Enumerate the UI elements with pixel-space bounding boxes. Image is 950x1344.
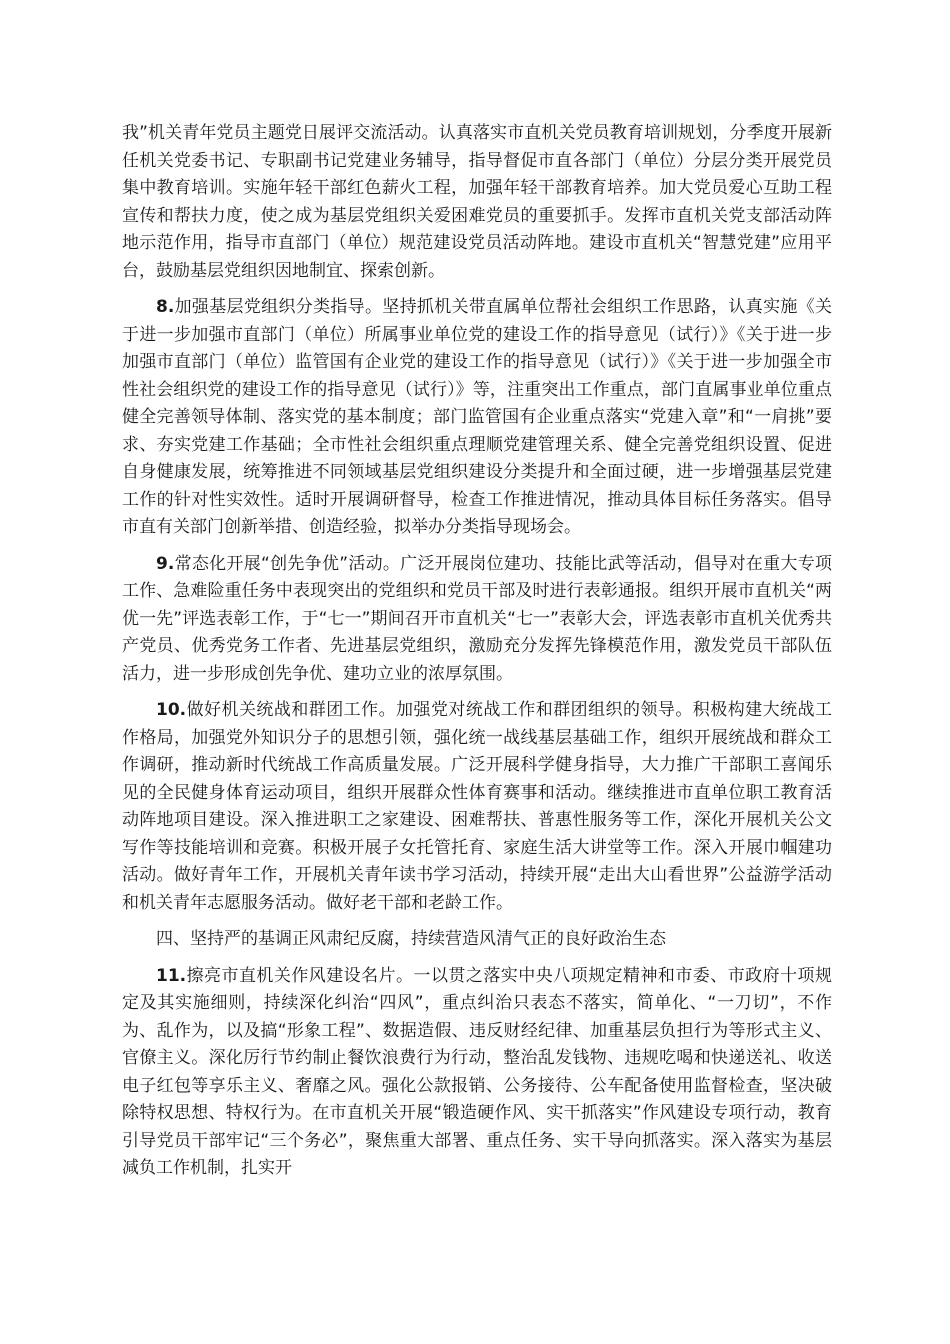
paragraph-text: 擦亮市直机关作风建设名片。一以贯之落实中央八项规定精神和市委、市政府十项规定及其实施细则，持续深化纠治“四风”，重点纠治只表态不落实，简单化、“一刀切”，不作为、乱作为，以及搞“形象工程”、数据造假、违反财经纪律、加重基层负担行为等形式主义、官僚主义。深化厉行节约制止餐饮浪费行为行动，整治乱发钱物、违规吃喝和快递送礼、收送电子红包等享乐主义、奢靡之风。强化公款报销、公务接待、公车配备使用监督检查，坚决破除特权思想、特权行为。在市直机关开展“锻造硬作风、实干抓落实”作风建设专项行动，教育引导党员干部牢记“三个务必”，聚焦重大部署、重点任务、实干导向抓落实。深入落实为基层减负工作机制，扎实开	[122, 965, 832, 1178]
item-number: 8.	[156, 297, 175, 317]
section-heading-text: 四、坚持严的基调正风肃纪反腐，持续营造风清气正的良好政治生态	[156, 929, 666, 949]
item-number: 11.	[156, 965, 187, 986]
document-page	[122, 120, 832, 1192]
item-number: 10.	[156, 700, 187, 720]
paragraph-text: 我”机关青年党员主题党日展评交流活动。认真落实市直机关党员教育培训规划，分季度开展新任机关党委书记、专职副书记党建业务辅导，指导督促市直各部门（单位）分层分类开展党员集中教育培训。实施年轻干部红色薪火工程，加强年轻干部教育培养。加大党员爱心互助工程宣传和帮扶力度，使之成为基层党组织关爱困难党员的重要抓手。发挥市直机关党支部活动阵地示范作用，指导市直部门（单位）规范建设党员活动阵地。建设市直机关“智慧党建”应用平台，鼓励基层党组织因地制宜、探索创新。	[122, 123, 832, 281]
section-heading-4	[122, 926, 832, 954]
item-number: 9.	[156, 553, 175, 574]
paragraph-item-11	[122, 963, 832, 1183]
paragraph-text: 做好机关统战和群团工作。加强党对统战工作和群团组织的领导。积极构建大统战工作格局，加强党外知识分子的思想引领，强化统一战线基层基础工作，组织开展统战和群众工作调研，推动新时代统战工作高质量发展。广泛开展科学健身指导，大力推广干部职工喜闻乐见的全民健身体育运动项目，组织开展群众性体育赛事和活动。继续推进市直单位职工教育活动阵地项目建设。深入推进职工之家建设、困难帮扶、普惠性服务等工作，深化开展机关公文写作等技能培训和竞赛。积极开展子女托管托育、家庭生活大讲堂等工作。深入开展巾帼建功活动。做好青年工作，开展机关青年读书学习活动，持续开展“走出大山看世界”公益游学活动和机关青年志愿服务活动。做好老干部和老龄工作。	[122, 700, 832, 913]
paragraph-item-8	[122, 294, 832, 542]
paragraph-continuation	[122, 120, 832, 285]
paragraph-item-10	[122, 697, 832, 917]
paragraph-text: 常态化开展“创先争优”活动。广泛开展岗位建功、技能比武等活动，倡导对在重大专项工作、急难险重任务中表现突出的党组织和党员干部及时进行表彰通报。组织开展市直机关“两优一先”评选表彰工作，于“七一”期间召开市直机关“七一”表彰大会，评选表彰市直机关优秀共产党员、优秀党务工作者、先进基层党组织，激励充分发挥先锋模范作用，激发党员干部队伍活力，进一步形成创先争优、建功立业的浓厚氛围。	[122, 553, 832, 684]
paragraph-text: 加强基层党组织分类指导。坚持抓机关带直属单位帮社会组织工作思路，认真实施《关于进一步加强市直部门（单位）所属事业单位党的建设工作的指导意见（试行）》《关于进一步加强市直部门（单位）监管国有企业党的建设工作的指导意见（试行）》《关于进一步加强全市性社会组织党的建设工作的指导意见（试行）》等，注重突出工作重点，部门直属事业单位重点健全完善领导体制、落实党的基本制度；部门监管国有企业重点落实“党建入章”和“一肩挑”要求、夯实党建工作基础；全市性社会组织重点理顺党建管理关系、健全完善党组织设置、促进自身健康发展，统筹推进不同领域基层党组织建设分类提升和全面过硬，进一步增强基层党建工作的针对性实效性。适时开展调研督导，检查工作推进情况，推动具体目标任务落实。倡导市直有关部门创新举措、创造经验，拟举办分类指导现场会。	[122, 297, 832, 537]
paragraph-item-9	[122, 551, 832, 689]
